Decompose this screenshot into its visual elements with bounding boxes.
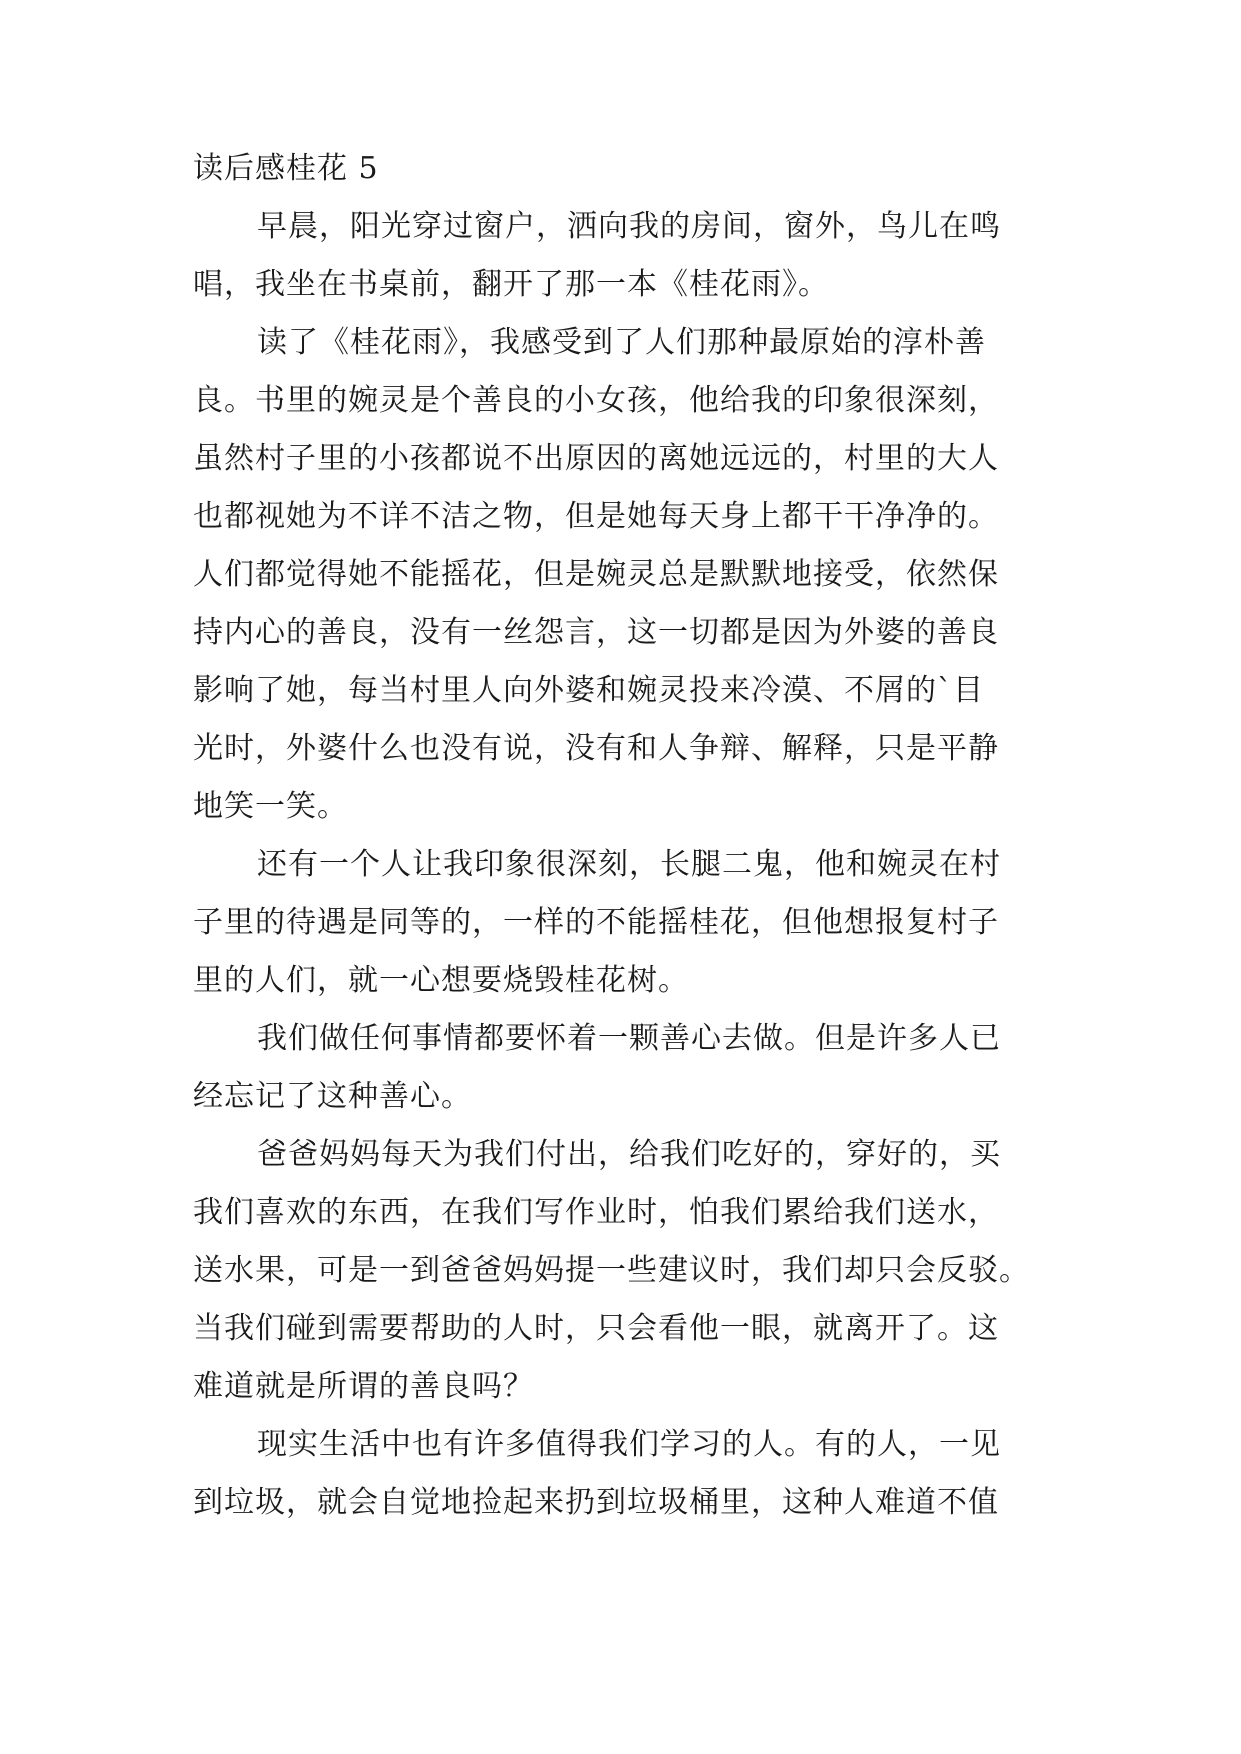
paragraph-line: 现实生活中也有许多值得我们学习的人。有的人，一见 (257, 1427, 1001, 1462)
paragraph (193, 314, 1049, 836)
paragraph (193, 1126, 1049, 1416)
paragraph-line: 读了《桂花雨》，我感受到了人们那种最原始的淳朴善 (257, 325, 986, 360)
paragraph-line: 早晨，阳光穿过窗户，洒向我的房间，窗外，鸟儿在鸣 (257, 209, 1001, 244)
paragraph (193, 1010, 1049, 1126)
paragraph-line: 经忘记了这种善心。 (193, 1079, 472, 1114)
paragraph-line: 送水果，可是一到爸爸妈妈提一些建议时，我们却只会反驳。 (193, 1253, 1030, 1288)
paragraph-line: 里的人们，就一心想要烧毁桂花树。 (193, 963, 689, 998)
paragraph (193, 836, 1049, 1010)
paragraph-line: 爸爸妈妈每天为我们付出，给我们吃好的，穿好的，买 (257, 1137, 1001, 1172)
paragraph-line: 到垃圾，就会自觉地捡起来扔到垃圾桶里，这种人难道不值 (193, 1485, 999, 1520)
paragraph-line: 唱，我坐在书桌前，翻开了那一本《桂花雨》。 (193, 267, 829, 302)
paragraph-line: 持内心的善良，没有一丝怨言，这一切都是因为外婆的善良 (193, 615, 999, 650)
paragraph-line: 虽然村子里的小孩都说不出原因的离她远远的，村里的大人 (193, 441, 999, 476)
paragraph (193, 198, 1049, 314)
document-title: 读后感桂花 5 (193, 151, 379, 186)
paragraph-line: 影响了她，每当村里人向外婆和婉灵投来冷漠、不屑的`目 (193, 673, 984, 708)
paragraph (193, 1416, 1049, 1532)
paragraph-line: 地笑一笑。 (193, 789, 348, 824)
paragraph-line: 我们做任何事情都要怀着一颗善心去做。但是许多人已 (257, 1021, 1001, 1056)
paragraph-line: 难道就是所谓的善良吗？ (193, 1369, 534, 1404)
paragraph-line: 我们喜欢的东西，在我们写作业时，怕我们累给我们送水， (193, 1195, 999, 1230)
document-body (193, 140, 1049, 1532)
paragraph-line: 良。书里的婉灵是个善良的小女孩，他给我的印象很深刻， (193, 383, 999, 418)
paragraph-line: 还有一个人让我印象很深刻，长腿二鬼，他和婉灵在村 (257, 847, 1001, 882)
paragraph-line: 当我们碰到需要帮助的人时，只会看他一眼，就离开了。这 (193, 1311, 999, 1346)
paragraph-list (193, 198, 1049, 1532)
paragraph-line: 人们都觉得她不能摇花，但是婉灵总是默默地接受，依然保 (193, 557, 999, 592)
paragraph-line: 光时，外婆什么也没有说，没有和人争辩、解释，只是平静 (193, 731, 999, 766)
paragraph-line: 子里的待遇是同等的，一样的不能摇桂花，但他想报复村子 (193, 905, 999, 940)
paragraph-line: 也都视她为不详不洁之物，但是她每天身上都干干净净的。 (193, 499, 999, 534)
